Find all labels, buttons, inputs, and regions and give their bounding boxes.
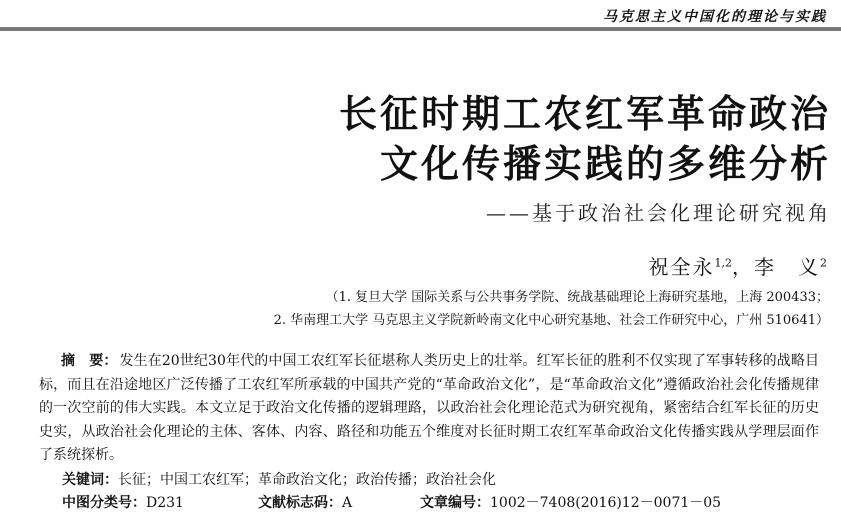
abstract-label: 摘 要： [61, 353, 118, 369]
article-title-line-2: 文化传播实践的多维分析 [379, 142, 831, 186]
keywords-text: 长征；中国工农红军；革命政治文化；政治传播；政治社会化 [118, 472, 496, 488]
author-line [649, 251, 828, 280]
article-number-label: 文章编号： [420, 495, 490, 511]
author-affiliation-marker: 1,2 [714, 256, 732, 270]
keywords [62, 469, 496, 489]
document-code-label: 文献标志码： [258, 495, 342, 511]
author-name: 祝全永 [648, 255, 715, 279]
clc-label: 中图分类号： [62, 495, 146, 511]
article-title-line-1: 长征时期工农红军革命政治 [338, 92, 831, 136]
affiliation-1: （1. 复旦大学 国际关系与公共事务学院、统战基础理论上海研究基地，上海 200433； [325, 290, 829, 305]
article-number [420, 492, 721, 512]
running-header: 马克思主义中国化的理论与实践 [603, 9, 827, 25]
document-code-value: A [342, 495, 353, 511]
author-affiliation-marker: 2 [820, 256, 827, 270]
document-code [258, 492, 352, 512]
affiliation-2: 2. 华南理工大学 马克思主义学院新岭南文化中心研究基地、社会工作研究中心，广州 510641） [273, 313, 829, 328]
author-name: 李 义 [754, 255, 820, 279]
clc-value: D231 [146, 495, 184, 511]
article-subtitle: ——基于政治社会化理论研究视角 [486, 201, 831, 225]
article-number-value: 1002－7408(2016)12－0071－05 [490, 495, 722, 511]
header-divider [0, 27, 841, 31]
keywords-label: 关键词： [62, 472, 118, 488]
abstract [39, 350, 819, 468]
author-separator: ， [732, 255, 754, 279]
clc-number [62, 492, 184, 512]
abstract-text: 发生在20世纪30年代的中国工农红军长征堪称人类历史上的壮举。红军长征的胜利不仅实现了军事转移的战略目标，而且在沿途地区广泛传播了工农红军所承载的中国共产党的“革命政治文化”，是“革命政治文化”遵循政治社会化传播规律的一次空前的伟大实践。本文立足于政治文化传播的逻辑理路，以政治社会化理论范式为研究视角，紧密结合红军长征的历史史实，从政治社会化理论的主体、客体、内容、路径和功能五个维度对长征时期工农红军革命政治文化传播实践从学理层面作了系统探析。 [39, 353, 819, 463]
